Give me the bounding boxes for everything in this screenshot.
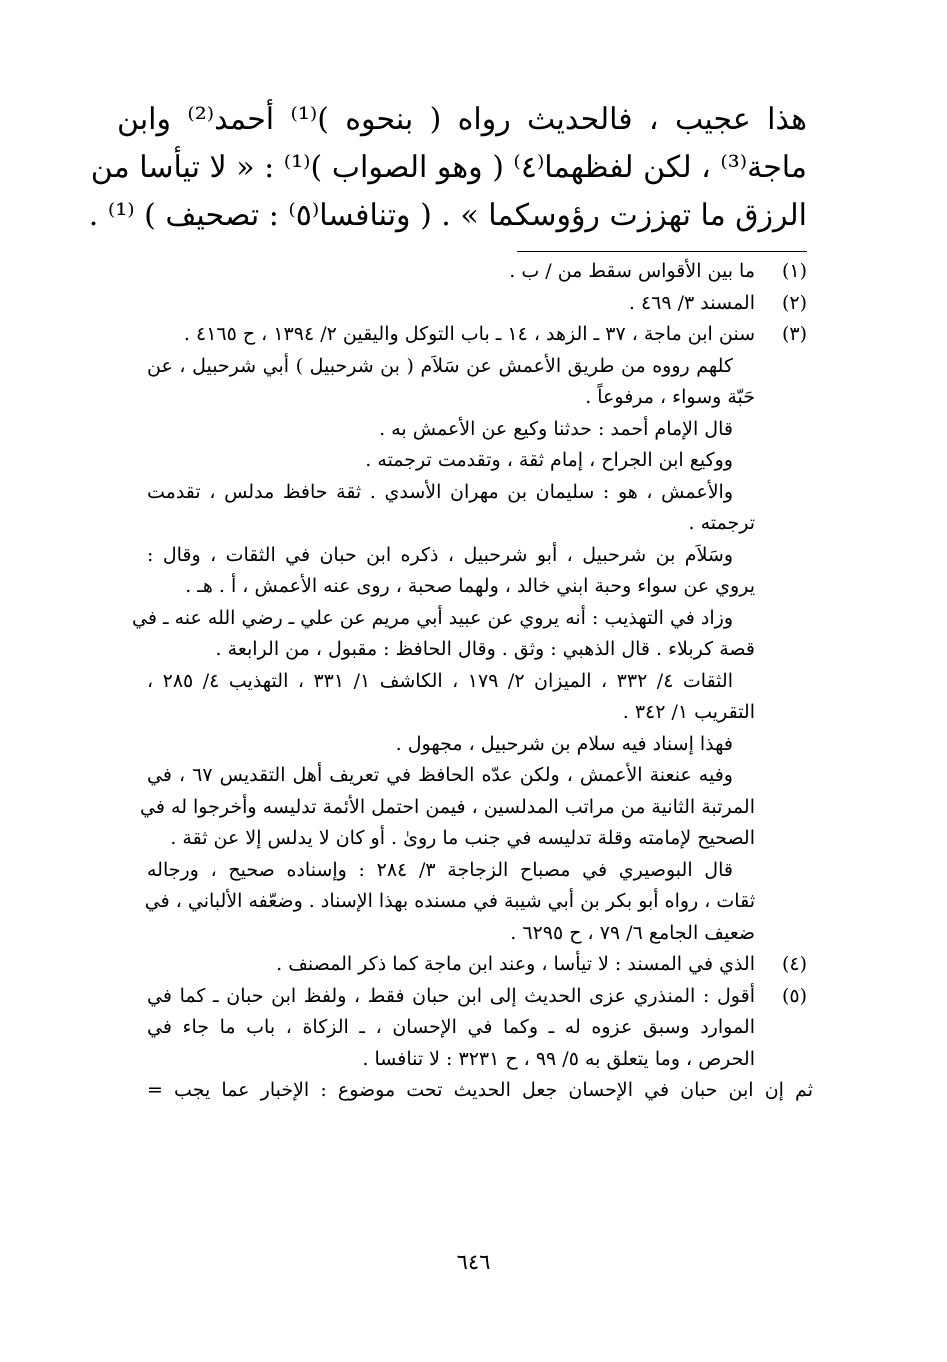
footnote-number: (٣)	[781, 323, 807, 345]
footnote-number: (٢)	[781, 291, 807, 314]
footnote-2	[147, 288, 807, 320]
footnote-line: ما بين الأقواس سقط من / ب .	[509, 260, 755, 282]
footnote-line: والأعمش ، هو : سليمان بن مهران الأسدي . ثقة حافظ مدلس ، تقدمت	[147, 480, 733, 503]
footnote-line: فهذا إسناد فيه سلام بن شرحبيل ، مجهول .	[395, 732, 733, 755]
footnote-line: ثقات ، رواه أبو بكر بن أبي شيبة في مسنده بهذا الإسناد . وضعّفه الألباني ، في	[144, 890, 755, 912]
footnote-line: الثقات ٤/ ٣٣٢ ، الميزان ٢/ ١٧٩ ، الكاشف ١/ ٣٣١ ، التهذيب ٤/ ٢٨٥ ،	[147, 669, 733, 692]
footnote-line: المسند ٣/ ٤٦٩ .	[628, 291, 755, 314]
footnote-line: قال الإمام أحمد : حدثنا وكيع عن الأعمش به .	[379, 417, 733, 440]
footnote-line: حَبّة وسواء ، مرفوعاً .	[585, 386, 755, 408]
footnote-continuation	[147, 1075, 835, 1107]
footnote-line: كلهم رووه من طريق الأعمش عن سَلاَم ( بن شرحبيل ) أبي شرحبيل ، عن	[147, 354, 733, 377]
main-text-line: هذا عجيب ، فالحديث رواه ( بنحوه )⁽¹⁾ أحمد⁽²⁾ وابن	[117, 102, 807, 137]
footnote-line: الموارد وسبق عزوه له ـ وكما في الإحسان ، ـ الزكاة ، باب ما جاء في	[147, 1016, 755, 1038]
footnote-5	[147, 981, 807, 1076]
footnote-line: أقول : المنذري عزى الحديث إلى ابن حبان فقط ، ولفظ ابن حبان ـ كما في	[147, 984, 755, 1007]
footnote-line: سنن ابن ماجة ، ٣٧ ـ الزهد ، ١٤ ـ باب التوكل واليقين ٢/ ١٣٩٤ ، ح ٤١٦٥ .	[183, 323, 755, 345]
footnote-number: (٤)	[781, 953, 807, 975]
footnotes	[132, 256, 813, 1107]
footnote-number: (١)	[781, 260, 807, 282]
footnote-line: ترجمته .	[688, 512, 755, 534]
main-text	[88, 96, 807, 240]
footnote-line: ضعيف الجامع ٦/ ٧٩ ، ح ٦٢٩٥ .	[510, 921, 755, 944]
footnote-line: وفيه عنعنة الأعمش ، ولكن عدّه الحافظ في تعريف أهل التقديس ٦٧ ، في	[147, 764, 733, 786]
footnote-line: الصحيح لإمامته وقلة تدليسه في جنب ما روىٰ . أو كان لا يدلس إلا عن ثقة .	[170, 827, 755, 849]
main-text-line: ماجة⁽³⁾ ، لكن لفظهما⁽٤⁾ ( وهو الصواب )⁽¹⁾ : « لا تيأسا من	[90, 150, 807, 185]
footnote-line: وزاد في التهذيب : أنه يروي عن عبيد أبي مريم عن علي ـ رضي الله عنه ـ في	[132, 606, 733, 629]
footnote-line: ثم إن ابن حبان في الإحسان جعل الحديث تحت موضوع : الإخبار عما يجب =	[147, 1079, 813, 1101]
footnote-line: قال البوصيري في مصباح الزجاجة ٣/ ٢٨٤ : وإسناده صحيح ، ورجاله	[147, 858, 733, 881]
footnote-3	[132, 319, 807, 949]
footnote-number: (٥)	[781, 984, 807, 1007]
footnote-line: وسَلاَم بن شرحبيل ، أبو شرحبيل ، ذكره ابن حبان في الثقات ، وقال :	[147, 543, 733, 566]
footnote-divider	[517, 251, 807, 252]
footnote-line: ووكيع ابن الجراح ، إمام ثقة ، وتقدمت ترجمته .	[365, 449, 733, 471]
footnote-line: قصة كربلاء . قال الذهبي : وثق . وقال الحافظ : مقبول ، من الرابعة .	[215, 638, 755, 660]
footnote-4	[147, 949, 807, 981]
main-text-line: الرزق ما تهززت رؤوسكما » . ( وتنافسا⁽٥⁾ : تصحيف ) ⁽¹⁾ .	[88, 198, 807, 233]
footnote-line: الحرص ، وما يتعلق به ٥/ ٩٩ ، ح ٣٢٣١ : لا تنافسا .	[362, 1047, 755, 1070]
footnote-line: الذي في المسند : لا تيأسا ، وعند ابن ماجة كما ذكر المصنف .	[276, 953, 755, 975]
footnote-line: المرتبة الثانية من مراتب المدلسين ، فيمن احتمل الأئمة تدليسه وأخرجوا له في	[140, 795, 755, 818]
footnote-1	[147, 256, 807, 288]
page-number: ٦٤٦	[456, 1250, 491, 1274]
footnote-line: التقريب ١/ ٣٤٢ .	[622, 701, 755, 723]
footnote-line: يروي عن سواء وحبة ابني خالد ، ولهما صحبة ، روى عنه الأعمش ، أ . هـ .	[185, 575, 755, 597]
